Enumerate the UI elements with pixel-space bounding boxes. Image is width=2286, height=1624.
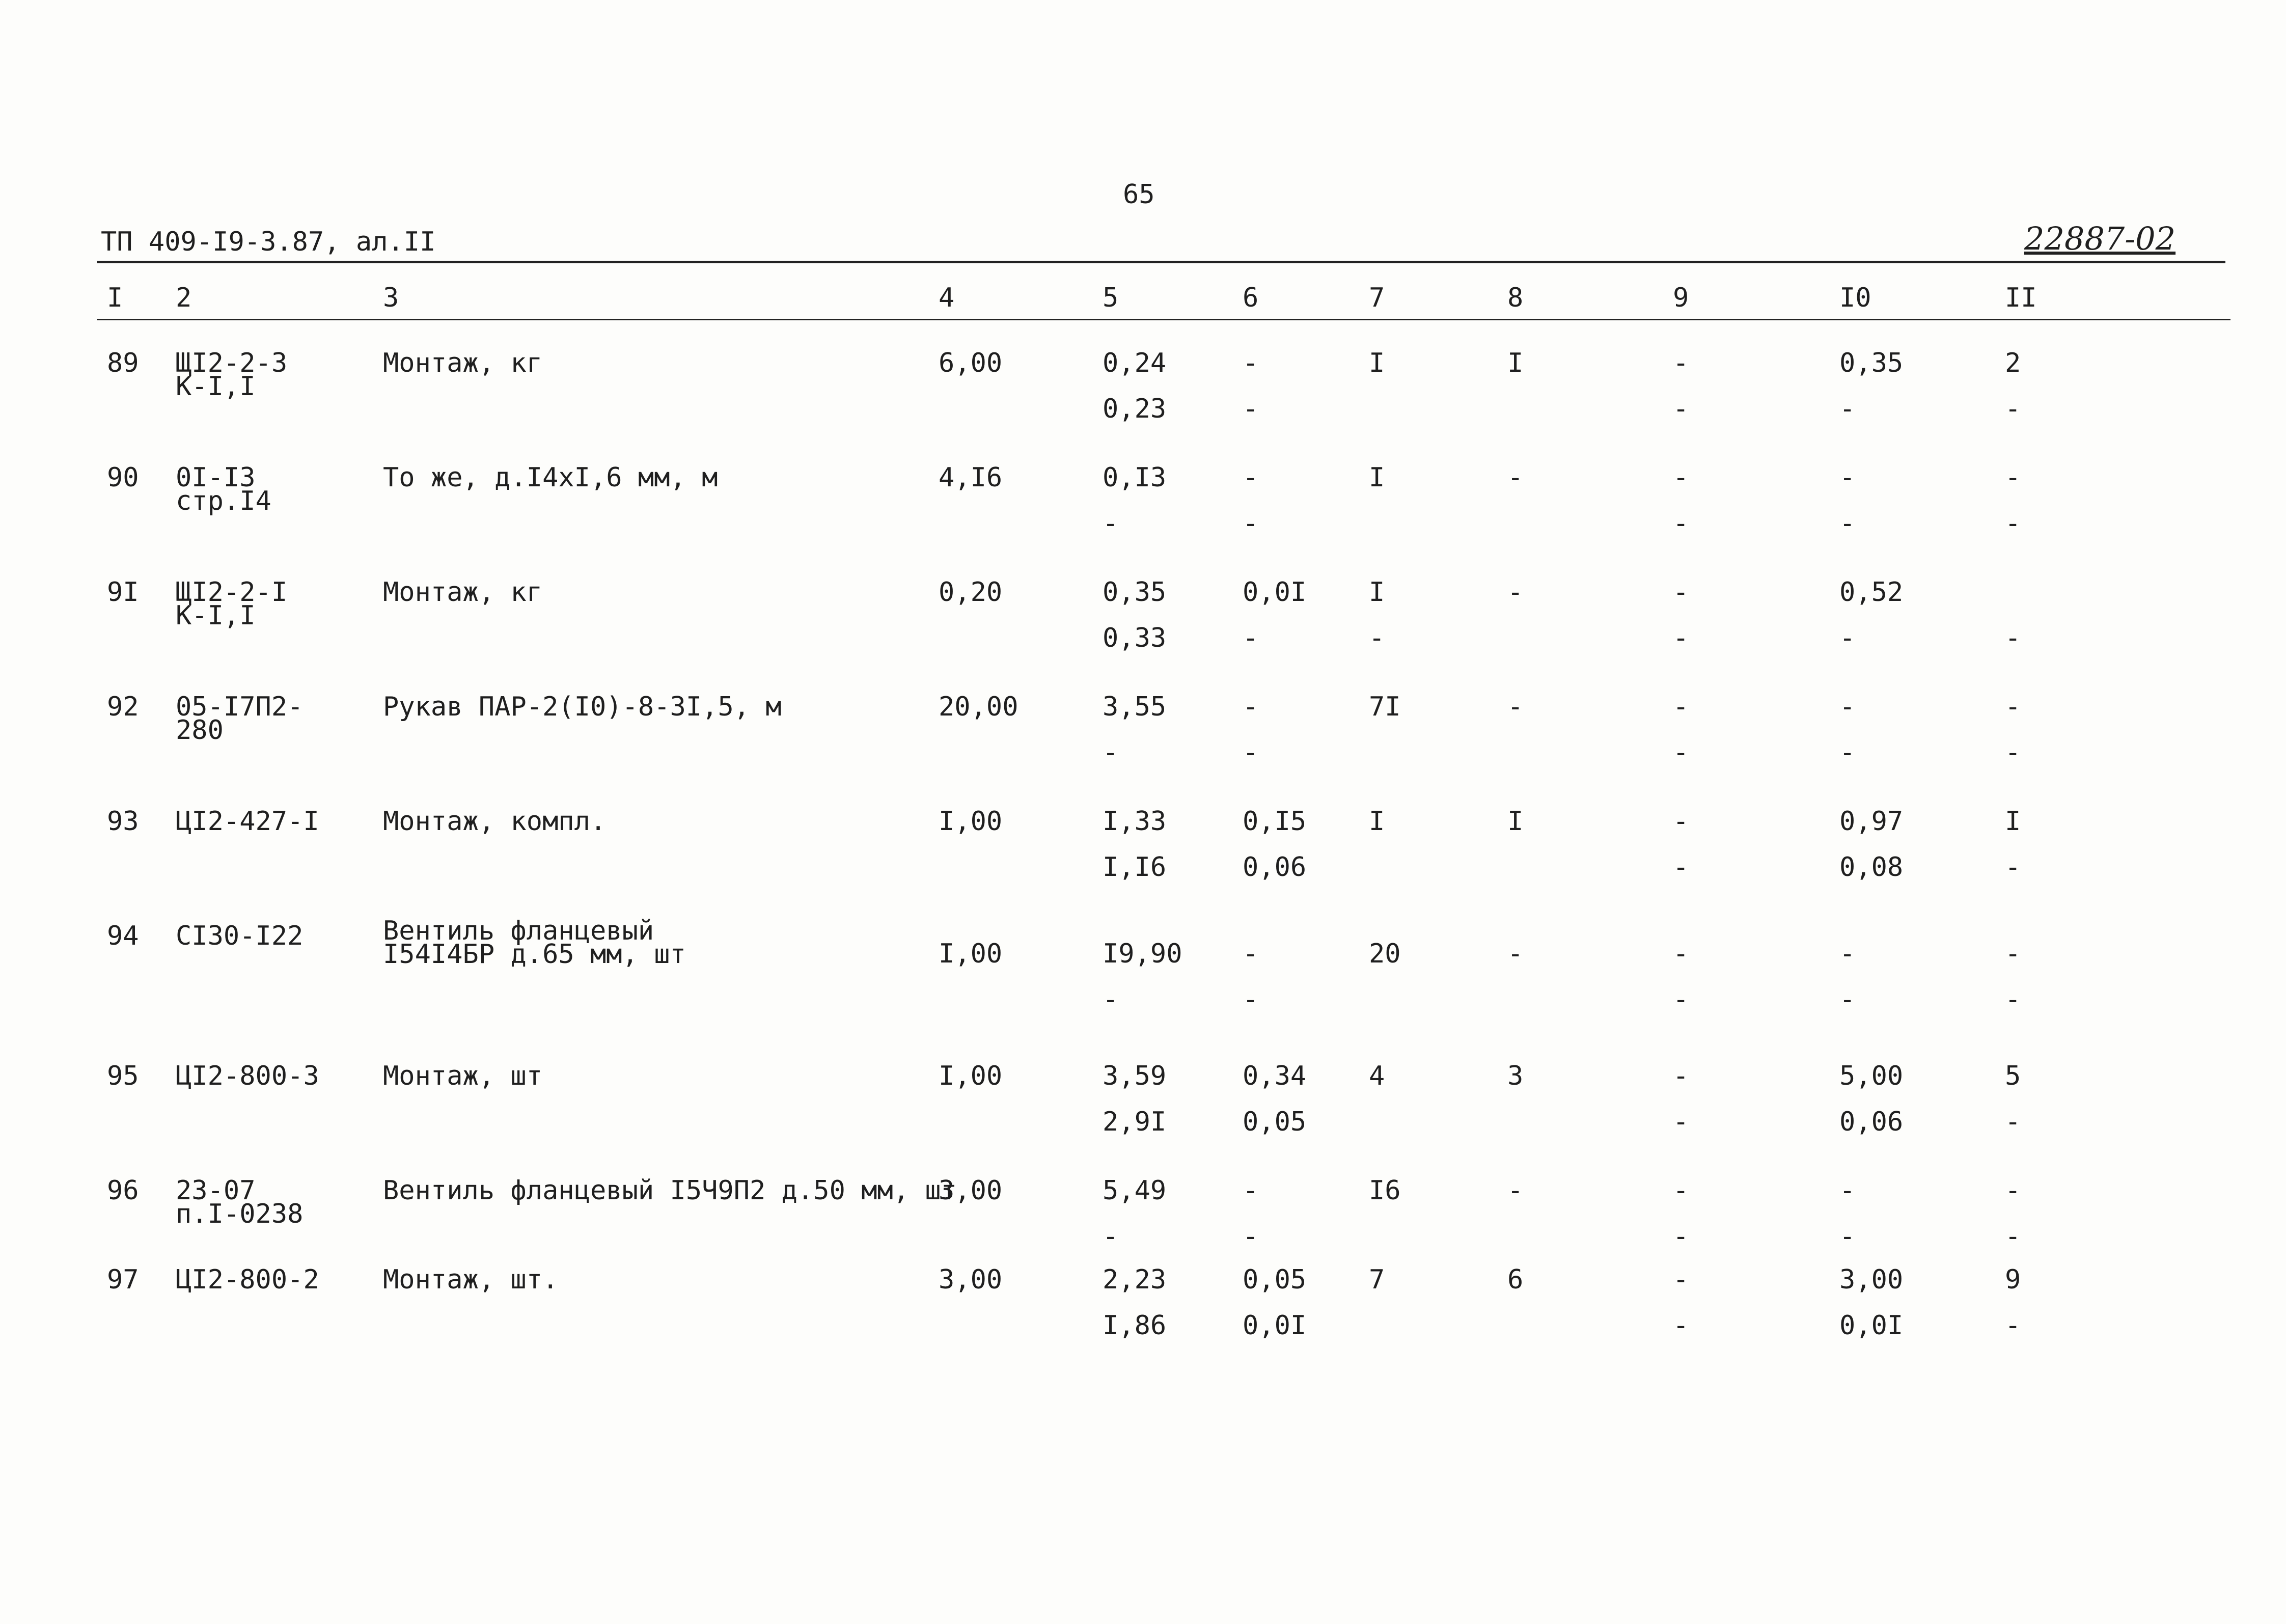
value-sub: - <box>1673 984 1689 1015</box>
row-number: 93 <box>107 806 139 837</box>
norm-code: ЦI2-427-I <box>176 806 319 837</box>
row-number: 92 <box>107 692 139 722</box>
value-sub: - <box>1839 623 1856 653</box>
value-main: 5,49 <box>1103 1175 1167 1206</box>
value-main: 3,55 <box>1103 692 1167 722</box>
value-sub: - <box>1839 1221 1856 1252</box>
value-main: 0,97 <box>1839 806 1904 837</box>
value-sub: - <box>1673 1107 1689 1137</box>
value-main: - <box>1839 462 1856 493</box>
value-main: - <box>1507 577 1524 608</box>
work-description: Вентиль фланцевый I5Ч9П2 д.50 мм, шт <box>383 1175 957 1206</box>
row-number: 95 <box>107 1061 139 1091</box>
value-main: 2 <box>2005 348 2021 378</box>
value-sub: - <box>1243 508 1259 539</box>
column-header: I0 <box>1839 283 1871 313</box>
value-sub: - <box>1103 984 1119 1015</box>
value-main: I <box>1369 577 1385 608</box>
value-sub: - <box>1243 737 1259 768</box>
value-main: 9 <box>2005 1264 2021 1295</box>
value-sub: - <box>1673 394 1689 424</box>
quantity: 20,00 <box>939 692 1018 722</box>
page-number: 65 <box>1123 179 1155 210</box>
norm-code: ЩI2-2-3 К-I,I <box>176 348 288 402</box>
value-sub: 2,9I <box>1103 1107 1167 1137</box>
value-sub: 0,06 <box>1839 1107 1904 1137</box>
value-main: - <box>2005 462 2021 493</box>
quantity: I,00 <box>939 939 1003 969</box>
value-main: - <box>1839 939 1856 969</box>
work-description: То же, д.I4хI,6 мм, м <box>383 462 718 493</box>
value-main: - <box>1507 692 1524 722</box>
work-description: Монтаж, кг <box>383 577 543 608</box>
value-main: 3,59 <box>1103 1061 1167 1091</box>
value-main: - <box>1673 348 1689 378</box>
norm-code: СI30-I22 <box>176 921 304 951</box>
value-sub: - <box>1839 394 1856 424</box>
quantity: 4,I6 <box>939 462 1003 493</box>
value-main: - <box>1839 1175 1856 1206</box>
value-sub: 0,33 <box>1103 623 1167 653</box>
value-sub: - <box>2005 623 2021 653</box>
value-main: 0,I3 <box>1103 462 1167 493</box>
value-sub: 0,05 <box>1243 1107 1307 1137</box>
quantity: I,00 <box>939 806 1003 837</box>
value-sub: - <box>2005 1310 2021 1341</box>
quantity: 0,20 <box>939 577 1003 608</box>
value-main: - <box>1243 692 1259 722</box>
value-main: - <box>2005 1175 2021 1206</box>
value-main: 3,00 <box>1839 1264 1904 1295</box>
value-main: - <box>1243 1175 1259 1206</box>
header-top-rule <box>97 261 2225 263</box>
value-sub: - <box>1103 508 1119 539</box>
quantity: 3,00 <box>939 1175 1003 1206</box>
value-sub: - <box>2005 1221 2021 1252</box>
value-sub: 0,23 <box>1103 394 1167 424</box>
value-sub: 0,08 <box>1839 852 1904 883</box>
work-description: Рукав ПАР-2(I0)-8-3I,5, м <box>383 692 782 722</box>
work-description: Вентиль фланцевый I54I4БР д.65 мм, шт <box>383 916 686 970</box>
norm-code: 23-07 п.I-0238 <box>176 1175 304 1229</box>
value-main: 5,00 <box>1839 1061 1904 1091</box>
quantity: 6,00 <box>939 348 1003 378</box>
value-sub: - <box>1673 1310 1689 1341</box>
value-sub: - <box>1839 984 1856 1015</box>
work-description: Монтаж, шт <box>383 1061 543 1091</box>
value-main: - <box>1673 1175 1689 1206</box>
value-sub: I,I6 <box>1103 852 1167 883</box>
value-sub: - <box>2005 1107 2021 1137</box>
value-main: I <box>1507 806 1524 837</box>
value-main: - <box>1839 692 1856 722</box>
value-main: - <box>1673 577 1689 608</box>
value-sub: - <box>2005 508 2021 539</box>
value-main: - <box>2005 692 2021 722</box>
value-sub: - <box>1673 852 1689 883</box>
row-number: 94 <box>107 921 139 951</box>
value-sub: - <box>1673 1221 1689 1252</box>
row-number: 96 <box>107 1175 139 1206</box>
value-main: I <box>1369 348 1385 378</box>
value-main: 0,35 <box>1103 577 1167 608</box>
value-sub: - <box>1103 737 1119 768</box>
value-main: I <box>2005 806 2021 837</box>
column-header: 4 <box>939 283 955 313</box>
value-sub: - <box>1103 1221 1119 1252</box>
column-header: 7 <box>1369 283 1385 313</box>
value-sub: I,86 <box>1103 1310 1167 1341</box>
value-main: I9,90 <box>1103 939 1182 969</box>
value-main: - <box>1673 692 1689 722</box>
value-sub: - <box>2005 737 2021 768</box>
header-bottom-rule <box>97 319 2230 320</box>
value-main: I <box>1369 806 1385 837</box>
value-main: 20 <box>1369 939 1401 969</box>
norm-code: ЩI2-2-I К-I,I <box>176 577 288 631</box>
value-main: 0,34 <box>1243 1061 1307 1091</box>
value-main: 0,35 <box>1839 348 1904 378</box>
value-sub: 0,06 <box>1243 852 1307 883</box>
value-sub: 0,0I <box>1243 1310 1307 1341</box>
value-main: 5 <box>2005 1061 2021 1091</box>
value-main: I <box>1507 348 1524 378</box>
value-main: 0,24 <box>1103 348 1167 378</box>
value-sub: - <box>2005 852 2021 883</box>
value-main: 3 <box>1507 1061 1524 1091</box>
value-main: - <box>1673 939 1689 969</box>
value-sub: - <box>1673 737 1689 768</box>
norm-code: ЦI2-800-2 <box>176 1264 319 1295</box>
value-main: 0,05 <box>1243 1264 1307 1295</box>
norm-code: 05-I7П2- 280 <box>176 692 304 746</box>
value-main: - <box>1507 1175 1524 1206</box>
value-sub: - <box>1243 984 1259 1015</box>
value-main: - <box>1673 1264 1689 1295</box>
value-main: - <box>1243 348 1259 378</box>
work-description: Монтаж, кг <box>383 348 543 378</box>
column-header: 2 <box>176 283 192 313</box>
quantity: I,00 <box>939 1061 1003 1091</box>
value-main: - <box>1507 939 1524 969</box>
value-main: - <box>1673 1061 1689 1091</box>
value-main: I,33 <box>1103 806 1167 837</box>
column-header: II <box>2005 283 2037 313</box>
value-main: 2,23 <box>1103 1264 1167 1295</box>
value-main: 6 <box>1507 1264 1524 1295</box>
value-main: 7 <box>1369 1264 1385 1295</box>
row-number: 97 <box>107 1264 139 1295</box>
value-sub: - <box>2005 984 2021 1015</box>
document-code: ТП 409-I9-3.87, ал.II <box>101 227 436 257</box>
row-number: 90 <box>107 462 139 493</box>
value-sub: - <box>1673 623 1689 653</box>
norm-code: 0I-I3 стр.I4 <box>176 462 271 516</box>
value-sub: - <box>1243 623 1259 653</box>
value-sub: - <box>1243 394 1259 424</box>
work-description: Монтаж, шт. <box>383 1264 559 1295</box>
value-sub: - <box>1839 508 1856 539</box>
value-main: 0,52 <box>1839 577 1904 608</box>
value-sub: - <box>1369 623 1385 653</box>
quantity: 3,00 <box>939 1264 1003 1295</box>
value-main: I <box>1369 462 1385 493</box>
column-header: 8 <box>1507 283 1524 313</box>
value-main: 0,I5 <box>1243 806 1307 837</box>
value-main: - <box>2005 939 2021 969</box>
value-sub: - <box>1839 737 1856 768</box>
column-header: 6 <box>1243 283 1259 313</box>
value-main: - <box>1243 462 1259 493</box>
value-main: - <box>1507 462 1524 493</box>
column-header: 3 <box>383 283 399 313</box>
value-sub: - <box>2005 394 2021 424</box>
inventory-stamp: 22887-02 <box>2024 220 2176 257</box>
work-description: Монтаж, компл. <box>383 806 607 837</box>
column-header: 9 <box>1673 283 1689 313</box>
value-sub: - <box>1673 508 1689 539</box>
value-main: - <box>1673 462 1689 493</box>
column-header: 5 <box>1103 283 1119 313</box>
value-main: 4 <box>1369 1061 1385 1091</box>
norm-code: ЦI2-800-3 <box>176 1061 319 1091</box>
value-main: - <box>1673 806 1689 837</box>
value-sub: 0,0I <box>1839 1310 1904 1341</box>
row-number: 89 <box>107 348 139 378</box>
value-main: - <box>1243 939 1259 969</box>
column-header: I <box>107 283 123 313</box>
value-main: I6 <box>1369 1175 1401 1206</box>
value-main: 7I <box>1369 692 1401 722</box>
row-number: 9I <box>107 577 139 608</box>
value-sub: - <box>1243 1221 1259 1252</box>
value-main: 0,0I <box>1243 577 1307 608</box>
